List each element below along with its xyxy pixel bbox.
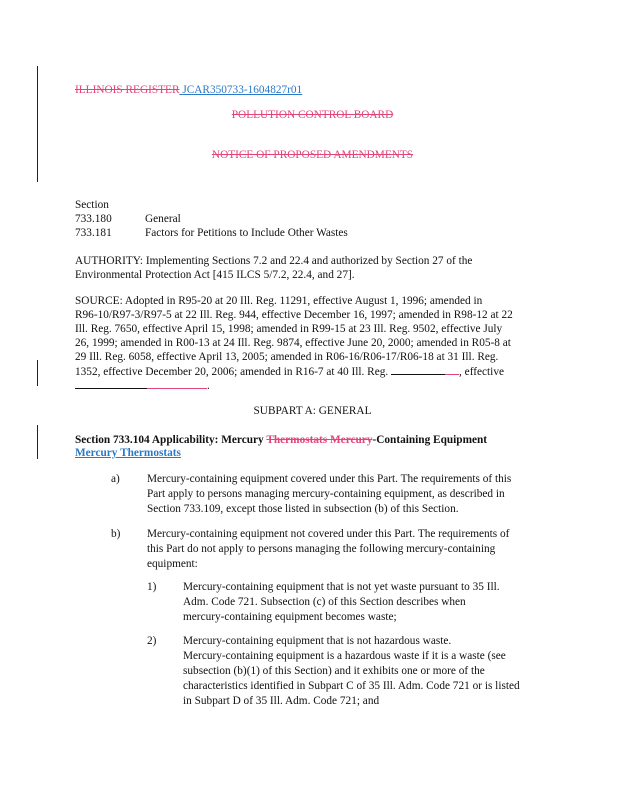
section-heading: Section 733.104 Applicability: Mercury Thermostats Mercury-Containing Equipment — [75, 434, 488, 446]
item-text: Mercury-containing equipment not covered under this Part. The requirements of this Part do not apply to persons managing the following mercury-containing equipment: — [147, 528, 510, 570]
authority-line: AUTHORITY: Implementing Sections 7.2 and 22.4 and authorized by Section 27 of the — [75, 255, 473, 267]
source-line: R96-10/R97-3/R97-5 at 22 Ill. Reg. 944, effective December 16, 1997; amended in R98-12 at 22 — [75, 309, 513, 321]
register-header — [75, 83, 302, 98]
register-inserted: JCAR350733-1604827r01 — [182, 84, 303, 96]
toc-title: Factors for Petitions to Include Other Wastes — [145, 227, 348, 239]
toc-title: General — [145, 213, 181, 225]
change-bar — [37, 425, 38, 459]
change-bar — [37, 360, 38, 386]
toc-row — [75, 226, 348, 241]
change-bar — [37, 66, 38, 182]
toc-row — [75, 212, 181, 227]
notice-title: NOTICE OF PROPOSED AMENDMENTS — [211, 149, 414, 161]
blank-field — [75, 378, 147, 389]
subitem-label: 2) — [147, 635, 157, 647]
subitem-text: Mercury-containing equipment that is not hazardous waste. Mercury-containing equipment is a hazardous waste if it is a waste (see subsection (b)(1) of this Section) and it exhibits one or more of the characteristics identified in Subpart C of 35 Ill. Adm. Code 721 or is listed in Subpart D of 35 Ill. Adm. Code 721; and — [183, 635, 520, 707]
blank-field-deleted — [445, 364, 459, 375]
source-line: 29 Ill. Reg. 6058, effective April 13, 2005; amended in R06-16/R06-17/R06-18 at 31 Ill. Reg. — [75, 351, 499, 363]
source-line: SOURCE: Adopted in R95-20 at 20 Ill. Reg. 11291, effective August 1, 1996; amended in — [75, 295, 483, 307]
section-inserted: Mercury Thermostats — [75, 447, 181, 459]
section-deleted: Thermostats Mercury — [266, 434, 373, 446]
toc-heading: Section — [75, 199, 109, 211]
blank-field-deleted — [147, 378, 207, 389]
source-line: 1352, effective December 20, 2006; amended in R16-7 at 40 Ill. Reg. , effective — [75, 366, 504, 378]
source-line: 26, 1999; amended in R00-13 at 24 Ill. Reg. 9874, effective June 20, 2000; amended in R05-8 at — [75, 337, 511, 349]
board-title: POLLUTION CONTROL BOARD — [231, 109, 394, 121]
subpart-heading: SUBPART A: GENERAL — [253, 405, 372, 417]
item-text: Mercury-containing equipment covered under this Part. The requirements of this Part apply to persons managing mercury-containing equipment, as described in Section 733.109, except those listed in subsection (b) of this Section. — [147, 473, 512, 515]
blank-field — [391, 364, 445, 375]
item-label: a) — [111, 473, 120, 485]
subitem-label: 1) — [147, 581, 157, 593]
source-line: . — [75, 378, 210, 394]
toc-num: 733.180 — [75, 213, 112, 225]
subitem-text: Mercury-containing equipment that is not yet waste pursuant to 35 Ill. Adm. Code 721. Subsection (c) of this Section describes when mercury-containing equipment becomes waste; — [183, 581, 500, 623]
item-label: b) — [111, 528, 121, 540]
toc-num: 733.181 — [75, 227, 112, 239]
source-line: Ill. Reg. 7650, effective April 15, 1998; amended in R99-15 at 23 Ill. Reg. 9502, effective July — [75, 323, 503, 335]
authority-line: Environmental Protection Act [415 ILCS 5/7.2, 22.4, and 27]. — [75, 269, 355, 281]
register-deleted: ILLINOIS REGISTER — [75, 84, 180, 96]
